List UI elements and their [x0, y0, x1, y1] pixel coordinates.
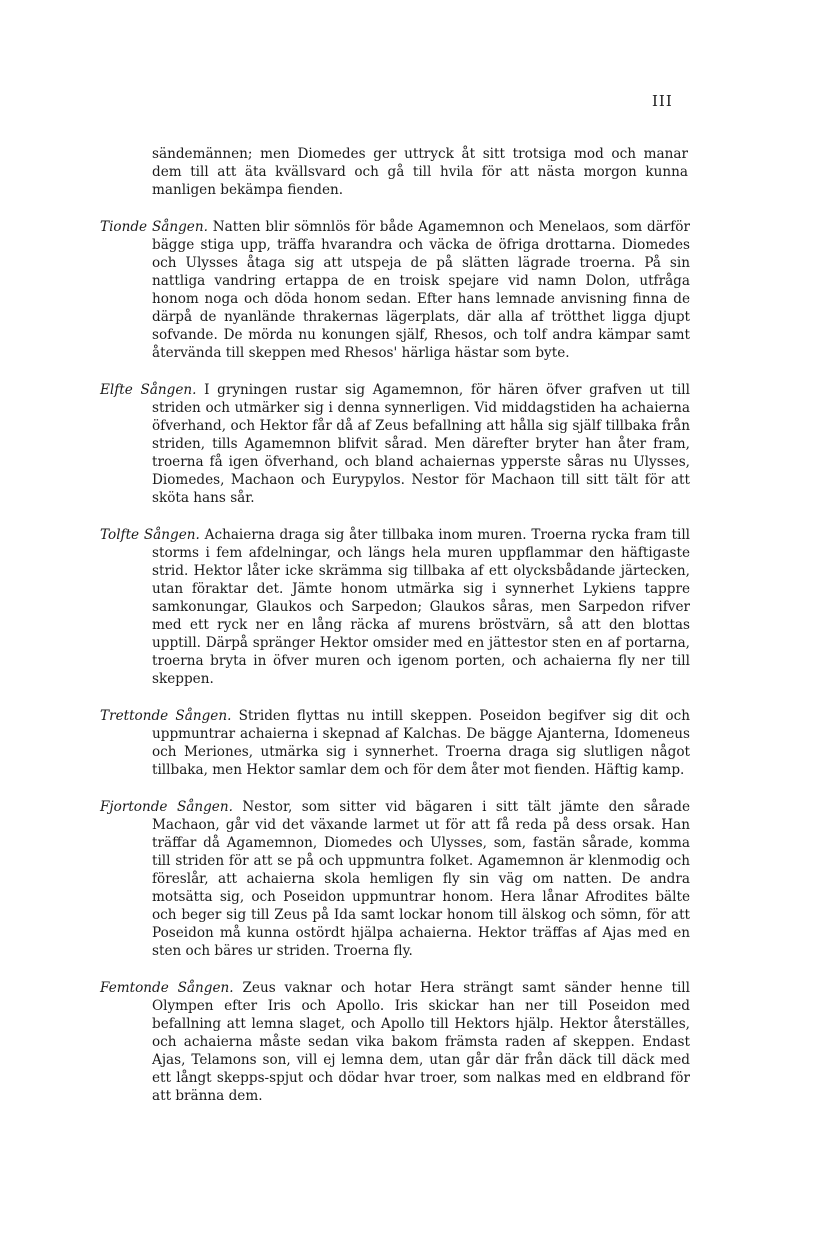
section-elfte	[100, 381, 690, 507]
section-heading: Elfte Sången.	[100, 381, 197, 398]
section-femtonde	[100, 979, 690, 1105]
section-heading: Fjortonde Sången.	[100, 798, 233, 815]
section-heading: Tionde Sången.	[100, 218, 208, 235]
section-tionde	[100, 218, 690, 362]
page-number: III	[652, 92, 673, 110]
section-tolfte	[100, 526, 690, 688]
section-text: Nestor, som sitter vid bägaren i sitt tält jämte den sårade Machaon, går vid det växande larmet ut för att få reda på dess orsak. Han träffar då Agamemnon, Diomedes och Ulysses, som, fastän sårade, komma till striden för att se på och uppmuntra folket. Agamemnon är klenmodig och föreslår, att achaierna skola hemligen fly sin väg om natten. De andra motsätta sig, och Poseidon uppmuntrar honom. Hera lånar Afrodites bälte och beger sig till Zeus på Ida samt lockar honom till älskog och sömn, för att Poseidon må kunna ostördt hjälpa achaierna. Hektor träffas af Ajas med en sten och bäres ur striden. Troerna fly.	[152, 798, 691, 959]
intro-paragraph: sändemännen; men Diomedes ger uttryck åt sitt trotsiga mod och manar dem till att äta kvällsvard och gå till hvila för att nästa morgon kunna manligen bekämpa fienden.	[152, 145, 688, 198]
section-text: Natten blir sömnlös för både Agamemnon och Menelaos, som därför bägge stiga upp, träffa hvarandra och väcka de öfriga drottarna. Diomedes och Ulysses åtaga sig att utspeja de på slätten lägrade troerna. På sin nattliga vandring ertappa de en troisk spejare vid namn Dolon, utfråga honom noga och döda honom sedan. Efter hans lemnade anvisning finna de därpå de nyanlände thrakernas lägerplats, där alla af trötthet ligga djupt sofvande. De mörda nu konungen själf, Rhesos, och tolf andra kämpar samt återvända till skeppen med Rhesos' härliga hästar som byte.	[152, 218, 690, 361]
section-text: I gryningen rustar sig Agamemnon, för hären öfver grafven ut till striden och utmärker sig i denna synnerligen. Vid middagstiden ha achaierna öfverhand, och Hektor får då af Zeus befallning att hålla sig själf tillbaka från striden, tills Agamemnon blifvit sårad. Men därefter bryter han åter fram, troerna få igen öfverhand, och bland achaiernas ypperste såras nu Ulysses, Diomedes, Machaon och Eurypylos. Nestor för Machaon till sitt tält för att sköta hans sår.	[152, 381, 690, 506]
section-heading: Tolfte Sången.	[100, 526, 200, 543]
section-heading: Femtonde Sången.	[100, 979, 234, 996]
page-content	[100, 131, 690, 1124]
section-text: Zeus vaknar och hotar Hera strängt samt sänder henne till Olympen efter Iris och Apollo. Iris skickar han ner till Poseidon med befallning att lemna slaget, och Apollo till Hektors hjälp. Hektor återställes, och achaierna måste sedan vika bakom främsta raden af skeppen. Endast Ajas, Telamons son, vill ej lemna dem, utan går där från däck till däck med ett långt skepps-spjut och dödar hvar troer, som nalkas med en eldbrand för att bränna dem.	[152, 979, 690, 1104]
section-text: Achaierna draga sig åter tillbaka inom muren. Troerna rycka fram till storms i fem afdelningar, och längs hela muren uppflammar den häftigaste strid. Hektor låter icke skrämma sig tillbaka af ett olycksbådande järtecken, utan föraktar det. Jämte honom utmärka sig i synnerhet Lykiens tappre samkonungar, Glaukos och Sarpedon; Glaukos såras, men Sarpedon rifver med ett ryck ner en lång räcka af murens bröstvärn, så att den blottas upptill. Därpå spränger Hektor omsider med en jättestor sten en af portarna, troerna bryta in öfver muren och igenom porten, och achaierna fly ner till skeppen.	[152, 526, 691, 687]
section-heading: Trettonde Sången.	[100, 707, 232, 724]
section-text: Striden flyttas nu intill skeppen. Poseidon begifver sig dit och uppmuntrar achaierna i skepnad af Kalchas. De bägge Ajanterna, Idomeneus och Meriones, utmärka sig i synnerhet. Troerna draga sig slutligen något tillbaka, men Hektor samlar dem och för dem åter mot fienden. Häftig kamp.	[152, 707, 690, 778]
section-trettonde	[100, 707, 690, 779]
section-fjortonde	[100, 798, 690, 960]
